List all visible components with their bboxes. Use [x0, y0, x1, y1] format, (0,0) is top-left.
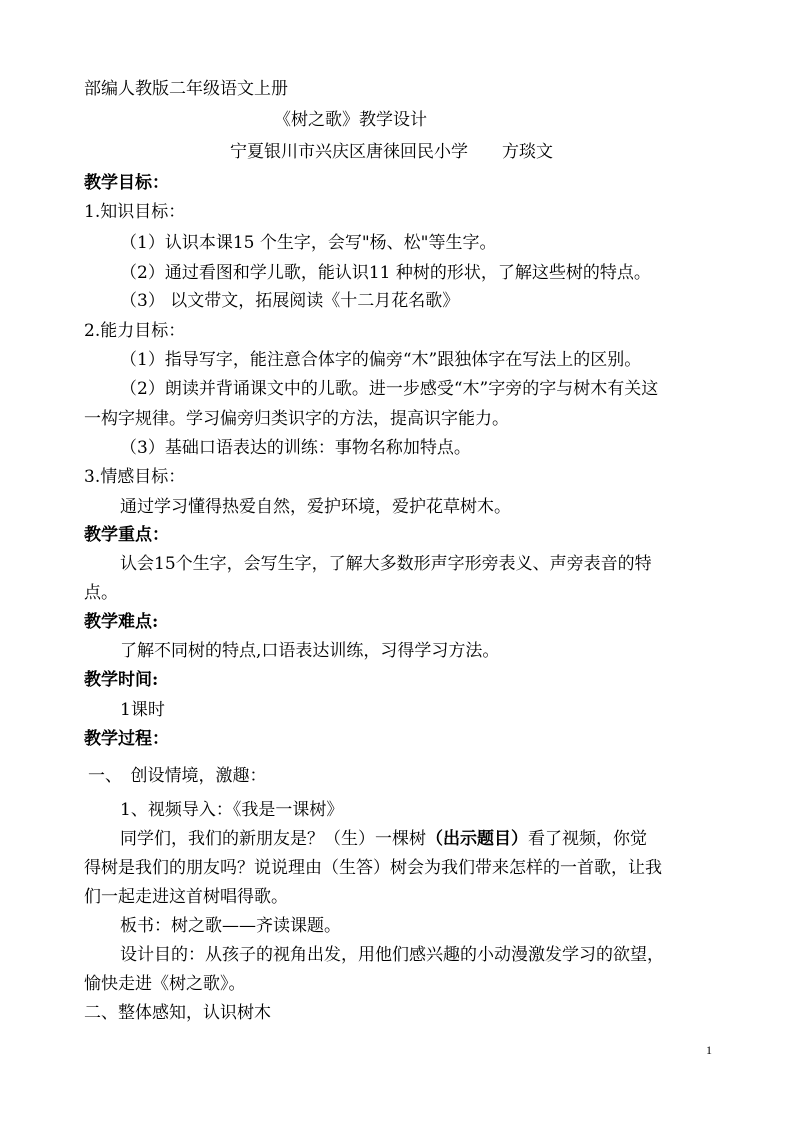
- step1-paragraph-part-a: 同学们，我们的新朋友是？（生）一棵树: [120, 829, 426, 849]
- time-text: 1课时: [120, 700, 165, 720]
- difficulties-heading: 教学难点:: [84, 612, 159, 632]
- design-purpose-line-1: 设计目的：从孩子的视角出发，用他们感兴趣的小动漫激发学习的欲望，: [120, 945, 664, 965]
- step1-paragraph-part-b: 看了视频，你觉: [528, 829, 647, 849]
- step1-heading: 一、 创设情境，激趣：: [88, 766, 267, 786]
- ability-item-2-continued: 一构字规律。学习偏旁归类识字的方法，提高识字能力。: [84, 409, 509, 429]
- emotion-item: 通过学习懂得热爱自然，爱护环境，爱护花草树木。: [120, 497, 511, 517]
- step1-paragraph-bold: （出示题目）: [426, 829, 528, 849]
- key-points-line-2: 点。: [84, 583, 118, 603]
- step1-paragraph-line-3: 们一起走进这首树唱得歌。: [84, 887, 288, 907]
- teaching-goals-heading: 教学目标：: [84, 173, 169, 193]
- step1-paragraph-line-2: 得树是我们的朋友吗？说说理由（生答）树会为我们带来怎样的一首歌，让我: [84, 858, 662, 878]
- ability-item-2: （2）朗读并背诵课文中的儿歌。进一步感受“木”字旁的字与树木有关这: [120, 379, 659, 399]
- time-heading: 教学时间:: [84, 670, 159, 690]
- design-purpose-line-2: 愉快走进《树之歌》。: [84, 974, 246, 994]
- ability-goal-heading: 2.能力目标：: [84, 321, 186, 341]
- ability-item-3: （3）基础口语表达的训练：事物名称加特点。: [120, 438, 471, 458]
- header-line: 部编人教版二年级语文上册: [84, 79, 288, 99]
- process-heading: 教学过程：: [84, 729, 169, 749]
- step1-paragraph-line-1: [120, 828, 647, 850]
- document-title: 《树之歌》教学设计: [274, 110, 427, 130]
- step1-subheading: 1、视频导入：《我是一课树》: [120, 800, 344, 820]
- knowledge-item-3: （3） 以文带文，拓展阅读《十二月花名歌》: [120, 291, 460, 311]
- difficulties-text: 了解不同树的特点,口语表达训练，习得学习方法。: [120, 641, 500, 661]
- knowledge-goal-heading: 1.知识目标：: [84, 202, 186, 222]
- ability-item-1: （1）指导写字，能注意合体字的偏旁“木”跟独体字在写法上的区别。: [120, 350, 642, 370]
- key-points-heading: 教学重点：: [84, 525, 169, 545]
- key-points-line-1: 认会15个生字，会写生字，了解大多数形声字形旁表义、声旁表音的特: [120, 554, 652, 574]
- board-text: 板书：树之歌——齐读课题。: [120, 916, 341, 936]
- knowledge-item-1: （1）认识本课15 个生字，会写"杨、松"等生字。: [120, 233, 497, 253]
- author-line: 宁夏银川市兴庆区唐徕回民小学 方琰文: [230, 142, 553, 162]
- page-number: 1: [706, 1043, 712, 1057]
- emotion-goal-heading: 3.情感目标：: [84, 467, 186, 487]
- knowledge-item-2: （2）通过看图和学儿歌，能认识11 种树的形状，了解这些树的特点。: [120, 263, 651, 283]
- step2-heading: 二、整体感知，认识树木: [84, 1003, 271, 1023]
